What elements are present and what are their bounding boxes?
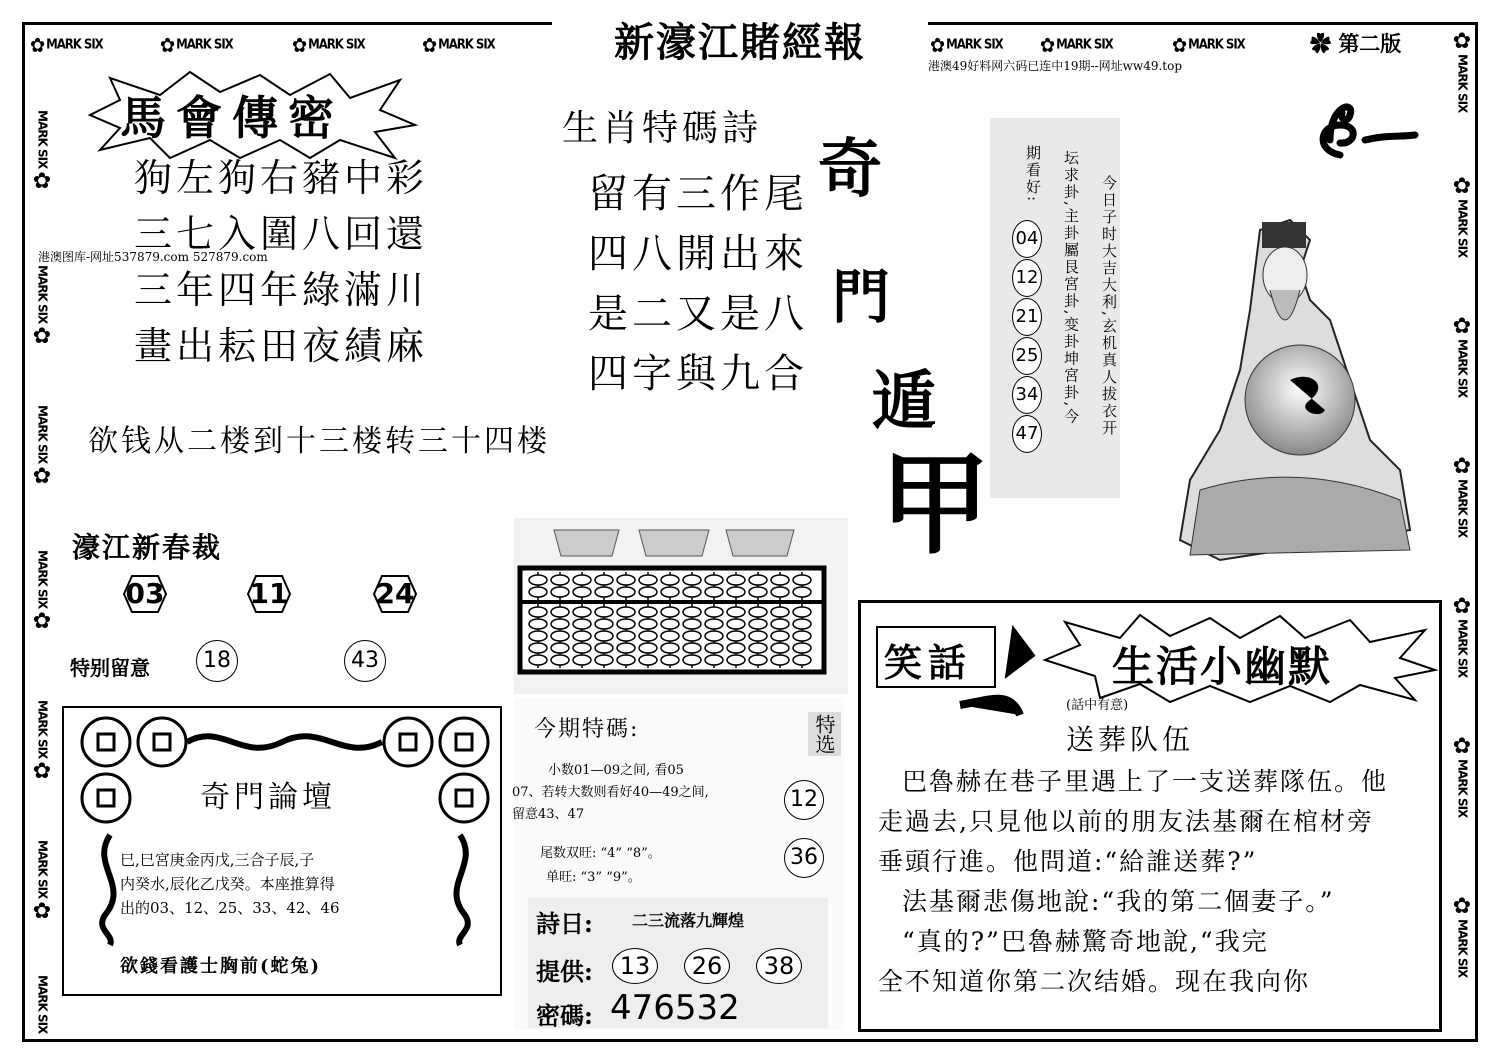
watermark: MARK SIX ✿ (26, 840, 58, 924)
tail-number-lines (540, 842, 661, 890)
abacus-bead (661, 575, 679, 585)
abacus-bead (661, 587, 679, 597)
flower-icon: ✿ (32, 464, 52, 490)
watermark: ✿ MARK SIX (1446, 175, 1478, 259)
abacus-bead (683, 607, 701, 617)
abacus-bead (551, 643, 569, 653)
number-ball: 25 (1012, 337, 1042, 375)
number-hexagon: 11 (249, 577, 289, 610)
abacus-bead (573, 655, 591, 665)
humor-title: 生活小幽默 (1112, 642, 1333, 691)
abacus-bead (771, 587, 789, 597)
flower-icon: ✿ (1452, 454, 1472, 479)
abacus-bead (529, 643, 547, 653)
joke-line: 全不知道你第二次结婚。现在我向你 (878, 967, 1311, 996)
abacus-bead (727, 619, 745, 629)
tail-line: 单旺: “3” “9”。 (546, 870, 641, 885)
abacus-bead (595, 643, 613, 653)
joke-line: 法基爾悲傷地說:“我的第二個妻子。” (902, 887, 1335, 916)
abacus-bead (573, 575, 591, 585)
abacus-bead (573, 631, 591, 641)
abacus-bead (639, 655, 657, 665)
abacus-bead (683, 619, 701, 629)
poem-line: 狗左狗右豬中彩 (134, 156, 429, 200)
number-ball: 34 (1012, 376, 1042, 414)
special-attention-label: 特别留意 (70, 656, 150, 680)
abacus-bead (705, 619, 723, 629)
number-ball: 21 (1012, 298, 1042, 336)
code-line: 07、若转大数则看好40—49之间, (512, 785, 709, 800)
password-label: 密碼: (536, 1001, 593, 1030)
flower-icon: ✿ (1040, 33, 1055, 57)
abacus-bead (551, 619, 569, 629)
abacus-bead (595, 655, 613, 665)
special-code-lines (512, 760, 709, 826)
poem-line: 三年四年綠滿川 (134, 268, 429, 312)
abacus-bead (529, 587, 547, 597)
horse-secret-title: 馬會傳密 (120, 91, 344, 145)
abacus-bead (529, 619, 547, 629)
abacus-bead (639, 619, 657, 629)
brush-stroke-icon (950, 630, 1040, 730)
watermark: MARK SIX ✿ (26, 405, 58, 489)
abacus-bead (727, 575, 745, 585)
abacus-bead (727, 607, 745, 617)
flower-icon: ✿ (160, 33, 175, 57)
number-hexagon: 03 (125, 577, 165, 610)
abacus-bead (639, 607, 657, 617)
abacus-bead (551, 607, 569, 617)
poem-label: 詩日: (536, 909, 593, 938)
number-ball: 43 (344, 640, 386, 682)
poem-line: 是二又是八 (588, 291, 808, 337)
abacus-bead (771, 631, 789, 641)
watermark: MARK SIX ✿ (26, 550, 58, 634)
abacus-image (514, 518, 848, 694)
abacus-bead (617, 655, 635, 665)
divination-text-col1: 今日子时大吉大利,玄机真人拔衣开 (1100, 175, 1118, 437)
special-code-title: 今期特碼: (534, 717, 640, 742)
abacus-bead (661, 643, 679, 653)
watermark: MARK SIX (35, 975, 50, 1034)
masthead-title: 新濠江賭經報 (552, 14, 928, 72)
joke-line: 垂頭行進。他問道:“給誰送葬?” (878, 847, 1258, 876)
abacus-bead (595, 575, 613, 585)
vertical-hint-row (88, 418, 550, 466)
abacus-bead (705, 643, 723, 653)
number-ball: 47 (1012, 415, 1042, 453)
abacus-bead (639, 575, 657, 585)
abacus-bead (683, 655, 701, 665)
abacus-bead (573, 607, 591, 617)
abacus-bead (529, 607, 547, 617)
watermark: ✿ MARK SIX (1446, 895, 1478, 979)
qimen-char: 奇 (818, 132, 882, 207)
abacus-bead (529, 575, 547, 585)
number-ball: 26 (684, 948, 730, 984)
watermark: MARK SIX ✿ (26, 110, 58, 194)
watermark: ✿ MARK SIX (292, 33, 365, 57)
abacus-bead (661, 607, 679, 617)
abacus-bead (573, 619, 591, 629)
watermark: ✿ MARK SIX (422, 33, 495, 57)
top-url: 港澳49好料网六码已连中19期--网址ww49.top (928, 59, 1183, 73)
abacus-bead (639, 631, 657, 641)
poem-line: 四字與九合 (588, 351, 808, 397)
abacus-bead (793, 643, 811, 653)
flower-icon: ✿ (32, 899, 52, 925)
number-ball: 04 (1012, 220, 1042, 258)
flower-icon: ✿ (1452, 594, 1472, 619)
snake-icon (1310, 95, 1420, 165)
abacus-bead (749, 655, 767, 665)
abacus-bead (639, 587, 657, 597)
abacus-bead (793, 619, 811, 629)
watermark: ✿ MARK SIX (1446, 315, 1478, 399)
abacus-bead (793, 575, 811, 585)
flower-icon: ✿ (930, 33, 945, 57)
flower-icon: ✿ (32, 609, 52, 635)
qimen-char: 遁 (872, 364, 936, 439)
abacus-bead (771, 655, 789, 665)
divination-text-col3: 期看好: (1024, 145, 1042, 204)
abacus-bead (705, 607, 723, 617)
abacus-bead (705, 655, 723, 665)
abacus-bead (617, 575, 635, 585)
poem-line: 畫出耘田夜績麻 (134, 324, 429, 368)
abacus-bead (749, 607, 767, 617)
flower-icon: ✿ (1452, 29, 1472, 54)
joke-text (878, 762, 1388, 1002)
abacus-bead (771, 643, 789, 653)
forum-line: 巳,巳宮庚金丙戊,三合子辰,子 (120, 851, 315, 869)
abacus-bead (749, 643, 767, 653)
number-ball: 12 (784, 780, 824, 820)
abacus-bead (771, 607, 789, 617)
forum-title: 奇門論壇 (200, 780, 336, 815)
watermark: ✿ MARK SIX (1040, 33, 1113, 57)
forum-line: 出的03、12、25、33、42、46 (120, 899, 340, 917)
flower-icon: ✿ (292, 33, 307, 57)
abacus-bead (529, 655, 547, 665)
flower-icon: ✿ (32, 759, 52, 785)
abacus-bead (683, 643, 701, 653)
zodiac-poem (588, 164, 808, 404)
flower-icon: ✿ (1452, 174, 1472, 199)
joke-tag: 笑話 (884, 640, 973, 685)
abacus-bead (617, 643, 635, 653)
flower-icon: ✿ (1452, 734, 1472, 759)
code-line: 留意43、47 (512, 807, 585, 822)
abacus-bead (595, 631, 613, 641)
abacus-bead (661, 619, 679, 629)
abacus-bead (617, 619, 635, 629)
divination-text-col2: 坛求卦,主卦屬艮宮卦,变卦坤宮卦,今 (1062, 150, 1080, 426)
abacus-bead (661, 631, 679, 641)
abacus-bead (551, 587, 569, 597)
abacus-bead (551, 631, 569, 641)
number-hexagon: 24 (375, 577, 415, 610)
joke-line: “真的?”巴魯赫驚奇地說,“我完 (902, 927, 1269, 956)
abacus-bead (793, 587, 811, 597)
tail-line: 尾数双旺: “4” “8”。 (540, 846, 661, 861)
abacus-bead (683, 631, 701, 641)
abacus-bead (727, 587, 745, 597)
abacus-bead (595, 619, 613, 629)
poem-line: 四八開出來 (588, 231, 808, 277)
zodiac-poem-title: 生肖特碼詩 (562, 108, 763, 149)
abacus-bead (661, 655, 679, 665)
abacus-bead (617, 587, 635, 597)
flower-icon: ✿ (32, 324, 52, 350)
watermark: MARK SIX ✿ (26, 265, 58, 349)
number-ball: 13 (612, 948, 658, 984)
watermark: ✿ MARK SIX (1446, 455, 1478, 539)
abacus-bead (705, 587, 723, 597)
abacus-bead (749, 619, 767, 629)
abacus-bead (617, 607, 635, 617)
flower-icon: ✿ (422, 33, 437, 57)
watermark: ✿ MARK SIX (1446, 595, 1478, 679)
abacus-bead (771, 619, 789, 629)
abacus-bead (749, 587, 767, 597)
left-url: 港澳图库-网址537879.com 527879.com (38, 250, 268, 264)
macau-spring-title: 濠江新春裁 (72, 531, 223, 564)
flower-icon: ✿ (1452, 894, 1472, 919)
abacus-bead (683, 587, 701, 597)
abacus-bead (727, 655, 745, 665)
flower-icon: ✿ (1172, 33, 1187, 57)
abacus-bead (595, 607, 613, 617)
abacus-bead (573, 587, 591, 597)
forum-line: 内癸水,辰化乙戊癸。本座推算得 (120, 875, 335, 893)
special-select-label: 特选 (808, 712, 841, 756)
code-line: 小数01—09之间, 看05 (548, 763, 684, 778)
abacus-bead (595, 587, 613, 597)
humor-subtitle: (話中有意) (1066, 698, 1129, 713)
abacus-bead (551, 575, 569, 585)
vine-decoration-icon (440, 835, 480, 945)
watermark: MARK SIX ✿ (26, 700, 58, 784)
abacus-bead (617, 631, 635, 641)
watermark: ✿ MARK SIX (1172, 33, 1245, 57)
poem-text: 二三流落九輝煌 (632, 911, 745, 930)
hint-text: 欲钱从二楼到十三楼转三十四楼 (88, 424, 550, 459)
abacus-bead (705, 575, 723, 585)
abacus-bead (749, 575, 767, 585)
abacus-bead (793, 631, 811, 641)
watermark: ✿ MARK SIX (1446, 735, 1478, 819)
abacus-bead (793, 607, 811, 617)
abacus-bead (727, 643, 745, 653)
abacus-bead (793, 655, 811, 665)
poem-line: 三七入圍八回還 (134, 212, 429, 256)
watermark: ✿ MARK SIX (30, 33, 103, 57)
flower-icon: ✿ (30, 33, 45, 57)
joke-line: 巴魯赫在巷子里遇上了一支送葬隊伍。他 (902, 767, 1389, 796)
provide-label: 提供: (536, 957, 593, 986)
abacus-bead (529, 631, 547, 641)
abacus-bead (705, 631, 723, 641)
watermark: ✿ MARK SIX (930, 33, 1003, 57)
sage-figure-image (1160, 210, 1440, 570)
number-ball: 36 (784, 838, 824, 878)
story-title: 送葬队伍 (1066, 723, 1195, 756)
qimen-char: 門 (832, 263, 891, 331)
abacus-bead (749, 631, 767, 641)
abacus-bead (639, 643, 657, 653)
flower-icon: ✿ (1310, 31, 1331, 56)
abacus-bead (771, 575, 789, 585)
joke-line: 走過去,只見他以前的朋友法基爾在棺材旁 (878, 807, 1374, 836)
edition-label: ✿ 第二版 (1310, 31, 1402, 56)
watermark: ✿ MARK SIX (160, 33, 233, 57)
poem-line: 留有三作尾 (588, 171, 808, 217)
number-ball: 18 (196, 640, 238, 682)
number-ball: 12 (1012, 259, 1042, 297)
flower-icon: ✿ (32, 169, 52, 195)
abacus-bead (683, 575, 701, 585)
qimen-char: 甲 (880, 440, 990, 569)
password-value: 476532 (610, 988, 740, 1028)
watermark: ✿ MARK SIX (1446, 30, 1478, 114)
forum-text (120, 848, 340, 920)
abacus-bead (551, 655, 569, 665)
flower-icon: ✿ (1452, 314, 1472, 339)
abacus-bead (573, 643, 591, 653)
number-ball: 38 (756, 948, 802, 984)
forum-footer: 欲錢看護士胸前(蛇兔) (120, 956, 322, 977)
abacus-bead (727, 631, 745, 641)
